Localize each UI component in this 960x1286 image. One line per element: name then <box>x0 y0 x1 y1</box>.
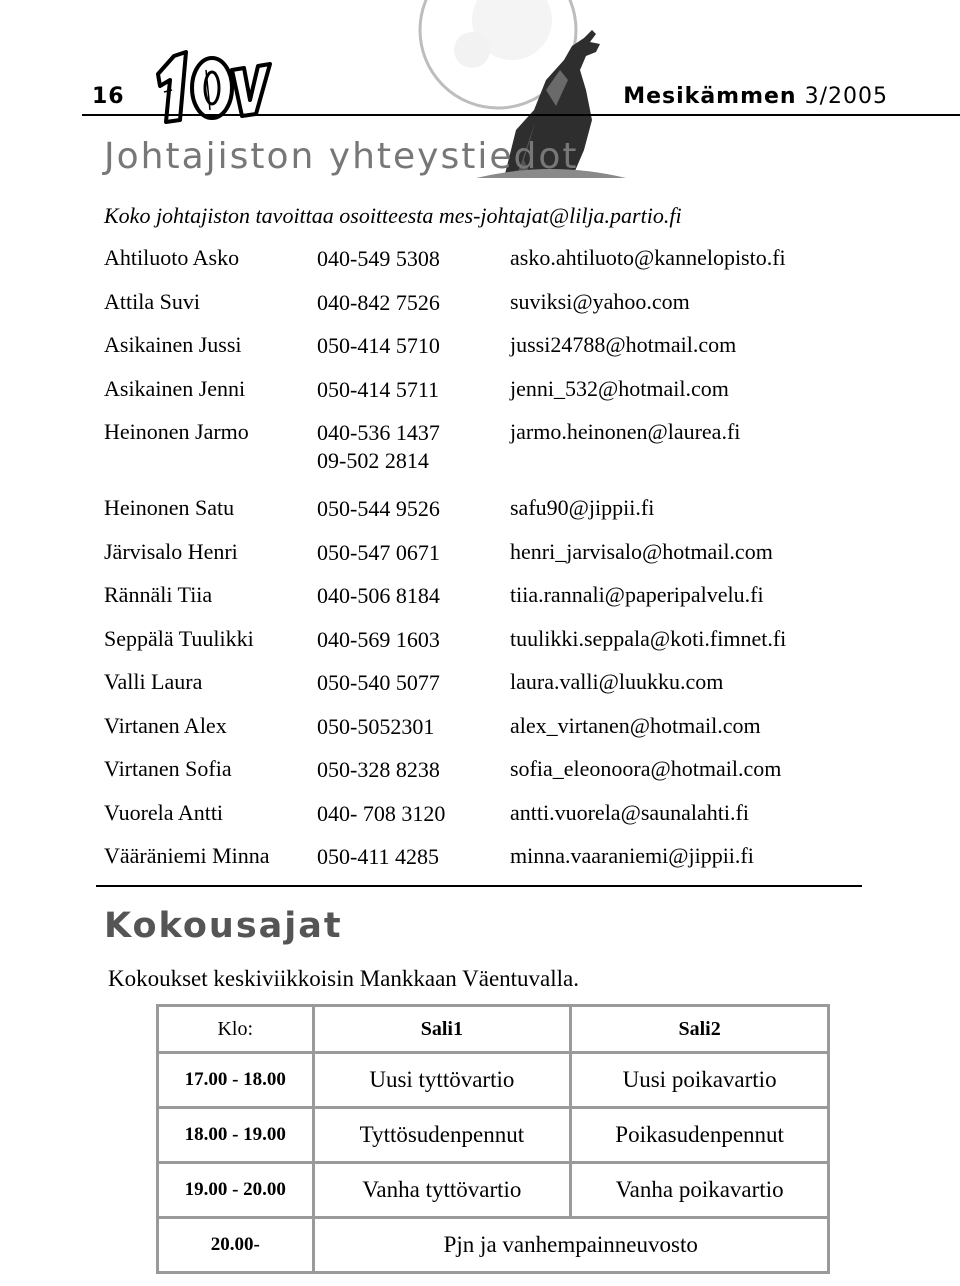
contact-phones <box>317 669 510 697</box>
contact-name: Seppälä Tuulikki <box>104 625 254 651</box>
schedule-header-sali1: Sali1 <box>313 1006 571 1053</box>
contact-phones <box>317 289 510 317</box>
contact-name: Ahtiluoto Asko <box>104 245 240 270</box>
contact-row <box>104 669 864 713</box>
schedule-row <box>158 1108 829 1163</box>
contact-email: tuulikki.seppala@koti.fimnet.fi <box>510 625 787 651</box>
meetings-heading: Kokousajat <box>104 906 343 946</box>
contact-name: Valli Laura <box>104 669 203 694</box>
contact-email: safu90@jippii.fi <box>510 495 655 520</box>
schedule-sali2: Uusi poikavartio <box>571 1053 829 1108</box>
contact-email: antti.vuorela@saunalahti.fi <box>510 799 749 825</box>
contact-phone: 050-414 5710 <box>317 333 440 358</box>
contact-list <box>104 245 864 887</box>
contact-phone: 040-549 5308 <box>317 246 440 271</box>
contact-row <box>104 756 864 800</box>
contact-phone: 040-842 7526 <box>317 289 440 315</box>
contact-phone: 050-411 4285 <box>317 844 440 869</box>
contact-email: suviksi@yahoo.com <box>510 288 690 314</box>
contact-name: Attila Suvi <box>104 288 200 314</box>
contact-row <box>104 800 864 844</box>
contact-phones <box>317 582 510 610</box>
schedule-header-sali2: Sali2 <box>571 1006 829 1053</box>
contact-phones <box>317 626 510 654</box>
contact-name: Heinonen Satu <box>104 495 235 520</box>
contact-name: Asikainen Jussi <box>104 332 242 357</box>
contact-name: Asikainen Jenni <box>104 375 246 401</box>
schedule-time: 18.00 - 19.00 <box>158 1108 314 1163</box>
contact-email: tiia.rannali@paperipalvelu.fi <box>510 582 764 607</box>
contact-phones <box>317 332 510 360</box>
contact-phones <box>317 376 510 404</box>
schedule-row <box>158 1218 829 1273</box>
contact-phone: 040-506 8184 <box>317 583 440 608</box>
contact-phones <box>317 539 510 567</box>
contact-email: asko.ahtiluoto@kannelopisto.fi <box>510 245 786 270</box>
contact-phone: 040-536 1437 <box>317 420 440 445</box>
contact-row <box>104 539 864 583</box>
contacts-divider <box>96 885 862 887</box>
meetings-note: Kokoukset keskiviikkoisin Mankkaan Väentuvalla. <box>108 966 579 991</box>
contact-phones <box>317 756 510 784</box>
contact-row <box>104 626 864 670</box>
contact-email: henri_jarvisalo@hotmail.com <box>510 538 773 564</box>
contact-email: jenni_532@hotmail.com <box>510 375 729 401</box>
contact-phones <box>317 800 510 828</box>
contact-phone: 050-547 0671 <box>317 539 440 565</box>
contact-row <box>104 495 864 539</box>
contact-row <box>104 419 864 495</box>
contact-phone: 050-414 5711 <box>317 376 440 402</box>
contact-row <box>104 289 864 333</box>
contact-phones <box>317 713 510 741</box>
meeting-schedule-table <box>156 1004 830 1274</box>
schedule-time: 17.00 - 18.00 <box>158 1053 314 1108</box>
contact-email: jussi24788@hotmail.com <box>510 332 737 357</box>
contact-phone-secondary: 09-502 2814 <box>317 448 429 473</box>
contact-phone: 050-328 8238 <box>317 757 440 782</box>
contact-phone: 040- 708 3120 <box>317 800 446 826</box>
issue-number: 3/2005 <box>804 84 888 109</box>
contact-phone: 040-569 1603 <box>317 626 440 652</box>
contacts-heading: Johtajiston yhteystiedot <box>104 136 579 177</box>
page-number: 16 <box>92 84 125 109</box>
page-header <box>0 0 960 130</box>
schedule-combined: Pjn ja vanhempainneuvosto <box>313 1218 828 1273</box>
publication-title <box>623 84 888 109</box>
schedule-sali1: Vanha tyttövartio <box>313 1163 571 1218</box>
contact-row <box>104 376 864 420</box>
contact-name: Vuorela Antti <box>104 799 224 825</box>
contact-phone: 050-5052301 <box>317 713 435 739</box>
schedule-sali1: Tyttösudenpennut <box>313 1108 571 1163</box>
contact-row <box>104 843 864 887</box>
schedule-header-row <box>158 1006 829 1053</box>
contact-row <box>104 713 864 757</box>
contact-phones <box>317 843 510 871</box>
contact-row <box>104 332 864 376</box>
schedule-time: 19.00 - 20.00 <box>158 1163 314 1218</box>
contact-phone: 050-544 9526 <box>317 496 440 521</box>
contact-email: sofia_eleonoora@hotmail.com <box>510 756 782 781</box>
contact-name: Virtanen Sofia <box>104 756 232 781</box>
contact-phones <box>317 245 510 273</box>
contact-name: Virtanen Alex <box>104 712 227 738</box>
schedule-sali1: Uusi tyttövartio <box>313 1053 571 1108</box>
schedule-header-time: Klo: <box>158 1006 314 1053</box>
contact-email: jarmo.heinonen@laurea.fi <box>510 419 741 444</box>
contact-row <box>104 245 864 289</box>
schedule-sali2: Poikasudenpennut <box>571 1108 829 1163</box>
schedule-row <box>158 1053 829 1108</box>
contact-email: alex_virtanen@hotmail.com <box>510 712 761 738</box>
schedule-time: 20.00- <box>158 1218 314 1273</box>
contact-name: Vääräniemi Minna <box>104 843 270 868</box>
schedule-row <box>158 1163 829 1218</box>
contact-row <box>104 582 864 626</box>
anniversary-logo <box>152 40 272 136</box>
publication-name: Mesikämmen <box>623 84 797 109</box>
header-divider <box>82 114 960 116</box>
contact-phones <box>317 419 510 475</box>
contact-name: Heinonen Jarmo <box>104 419 249 444</box>
contact-email: laura.valli@luukku.com <box>510 669 724 694</box>
contact-name: Järvisalo Henri <box>104 538 238 564</box>
contact-name: Rännäli Tiia <box>104 582 213 607</box>
schedule-sali2: Vanha poikavartio <box>571 1163 829 1218</box>
contact-email: minna.vaaraniemi@jippii.fi <box>510 843 754 868</box>
contact-phones <box>317 495 510 523</box>
contacts-intro: Koko johtajiston tavoittaa osoitteesta mes-johtajat@lilja.partio.fi <box>104 203 682 228</box>
contact-phone: 050-540 5077 <box>317 670 440 695</box>
